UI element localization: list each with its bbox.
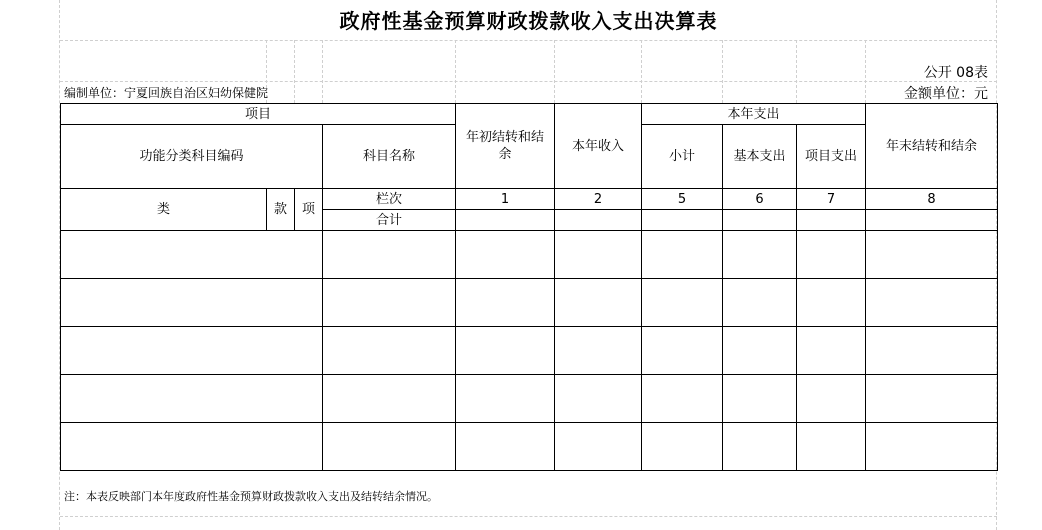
header-subject-name[interactable]: 科目名称	[323, 125, 456, 189]
header-kuan[interactable]: 款	[267, 189, 295, 231]
table-cell[interactable]	[723, 327, 797, 375]
total-cell[interactable]	[723, 210, 797, 231]
grid-line	[60, 81, 997, 82]
table-cell[interactable]	[723, 279, 797, 327]
header-project-expense[interactable]: 项目支出	[797, 125, 866, 189]
column-no-1[interactable]: 1	[456, 189, 555, 210]
form-number: 公开 08表	[923, 65, 988, 81]
total-cell[interactable]	[866, 210, 998, 231]
grid-line	[865, 40, 866, 103]
total-cell[interactable]	[797, 210, 866, 231]
table-cell[interactable]	[642, 231, 723, 279]
grid-line	[796, 40, 797, 103]
table-cell[interactable]	[642, 375, 723, 423]
money-unit: 金额单位：元	[904, 86, 988, 102]
table-cell[interactable]	[723, 423, 797, 471]
total-label[interactable]: 合计	[323, 210, 456, 231]
total-cell[interactable]	[456, 210, 555, 231]
grid-line	[294, 40, 295, 103]
column-no-label[interactable]: 栏次	[323, 189, 456, 210]
table-row	[61, 327, 998, 375]
grid-line	[60, 40, 997, 41]
table-cell[interactable]	[456, 231, 555, 279]
table-cell[interactable]	[555, 231, 642, 279]
table-cell[interactable]	[866, 327, 998, 375]
header-item[interactable]: 项目	[61, 104, 456, 125]
table-cell[interactable]	[555, 423, 642, 471]
table-cell[interactable]	[61, 423, 323, 471]
table-cell[interactable]	[866, 423, 998, 471]
table-cell[interactable]	[866, 279, 998, 327]
table-cell[interactable]	[555, 279, 642, 327]
table-row	[61, 423, 998, 471]
table-cell[interactable]	[866, 375, 998, 423]
grid-line	[554, 40, 555, 103]
table-cell[interactable]	[323, 231, 456, 279]
budget-table	[60, 103, 998, 471]
table-cell[interactable]	[323, 327, 456, 375]
total-cell[interactable]	[642, 210, 723, 231]
table-cell[interactable]	[797, 327, 866, 375]
grid-line	[641, 40, 642, 103]
compiling-unit: 编制单位：宁夏回族自治区妇幼保健院	[64, 86, 269, 100]
header-begin-balance[interactable]: 年初结转和结余	[456, 104, 555, 189]
table-cell[interactable]	[61, 279, 323, 327]
table-cell[interactable]	[555, 375, 642, 423]
column-no-2[interactable]: 2	[555, 189, 642, 210]
table-cell[interactable]	[456, 375, 555, 423]
table-row	[61, 231, 998, 279]
table-cell[interactable]	[456, 279, 555, 327]
table-cell[interactable]	[323, 279, 456, 327]
table-cell[interactable]	[866, 231, 998, 279]
table-cell[interactable]	[797, 375, 866, 423]
header-end-balance[interactable]: 年末结转和结余	[866, 104, 998, 189]
table-cell[interactable]	[642, 327, 723, 375]
header-func-code[interactable]: 功能分类科目编码	[61, 125, 323, 189]
header-xiang[interactable]: 项	[295, 189, 323, 231]
table-cell[interactable]	[61, 327, 323, 375]
table-cell[interactable]	[797, 231, 866, 279]
table-cell[interactable]	[723, 231, 797, 279]
total-cell[interactable]	[555, 210, 642, 231]
page-title: 政府性基金预算财政拨款收入支出决算表	[339, 9, 718, 33]
header-year-income[interactable]: 本年收入	[555, 104, 642, 189]
header-subtotal[interactable]: 小计	[642, 125, 723, 189]
column-no-6[interactable]: 6	[723, 189, 797, 210]
table-cell[interactable]	[323, 375, 456, 423]
table-cell[interactable]	[61, 231, 323, 279]
column-no-8[interactable]: 8	[866, 189, 998, 210]
table-row	[61, 375, 998, 423]
column-no-7[interactable]: 7	[797, 189, 866, 210]
table-cell[interactable]	[61, 375, 323, 423]
table-cell[interactable]	[797, 279, 866, 327]
table-cell[interactable]	[642, 279, 723, 327]
table-cell[interactable]	[723, 375, 797, 423]
table-cell[interactable]	[797, 423, 866, 471]
column-no-5[interactable]: 5	[642, 189, 723, 210]
table-cell[interactable]	[323, 423, 456, 471]
grid-line	[722, 40, 723, 103]
grid-line	[322, 40, 323, 103]
table-note: 注：本表反映部门本年度政府性基金预算财政拨款收入支出及结转结余情况。	[64, 490, 438, 503]
table-cell[interactable]	[642, 423, 723, 471]
table-cell[interactable]	[456, 327, 555, 375]
header-basic-expense[interactable]: 基本支出	[723, 125, 797, 189]
table-row	[61, 279, 998, 327]
grid-line	[455, 40, 456, 103]
grid-line	[60, 516, 997, 517]
header-year-expense[interactable]: 本年支出	[642, 104, 866, 125]
table-cell[interactable]	[555, 327, 642, 375]
header-lei[interactable]: 类	[61, 189, 267, 231]
table-cell[interactable]	[456, 423, 555, 471]
